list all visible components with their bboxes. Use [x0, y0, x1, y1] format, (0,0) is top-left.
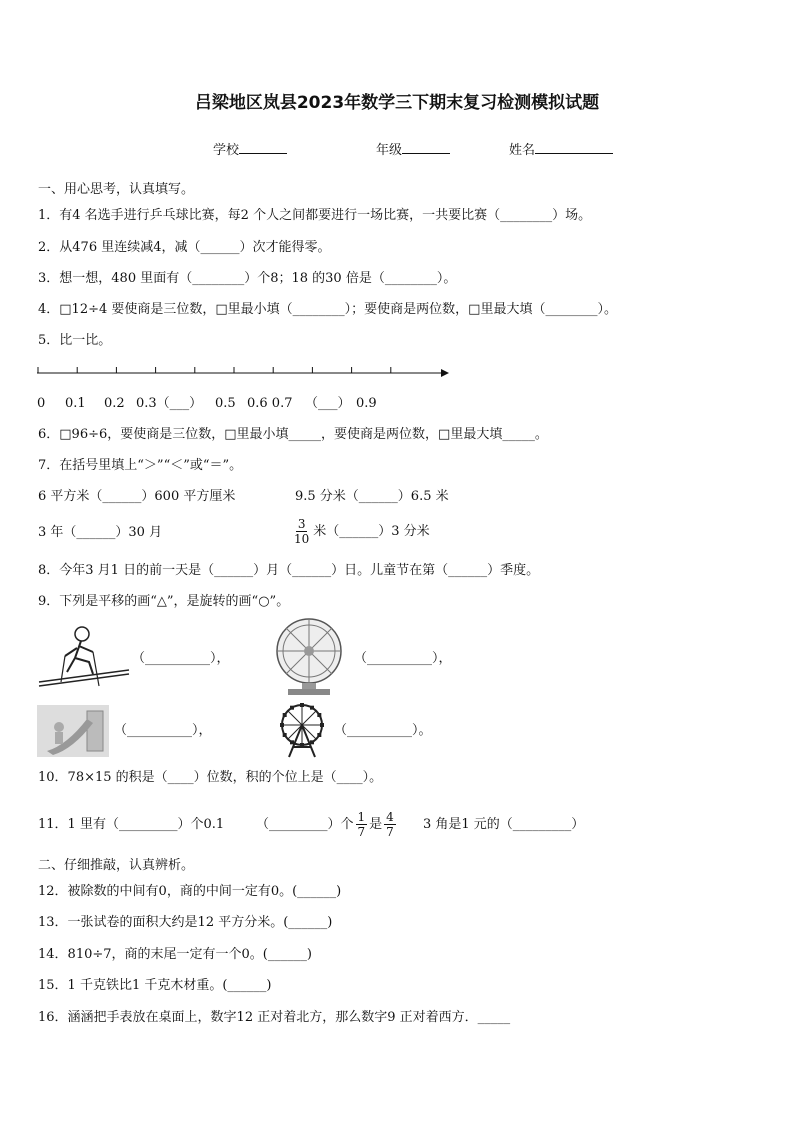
ferris-wheel-car — [300, 703, 304, 707]
school-label: 学校 — [213, 143, 240, 158]
name-field — [509, 141, 613, 160]
grade-blank[interactable] — [402, 141, 450, 154]
ferris-wheel-car — [280, 723, 284, 727]
section-heading-2: 二、仔细推敲，认真辨析。 — [38, 858, 195, 873]
question-14: 14．810÷7，商的末尾一定有一个0。(______) — [38, 947, 312, 962]
ferris-wheel-car — [320, 723, 324, 727]
ferris-wheel-car — [317, 713, 321, 717]
question-4: 4．□12÷4 要使商是三位数，□里最小填（________）；要使商是两位数，□里最大填（________）。 — [38, 302, 617, 317]
grade-label: 年级 — [376, 143, 403, 158]
question-9: 9．下列是平移的画“△”，是旋转的画“○”。 — [38, 594, 290, 609]
question-7b: 9.5 分米（______）6.5 米 — [295, 489, 449, 504]
fraction-4-7 — [384, 810, 396, 839]
ferris-wheel-car — [317, 733, 321, 737]
question-7d-text: 米（______）3 分米 — [313, 524, 430, 539]
q9-answer-1: （__________）， — [132, 651, 230, 666]
question-7d — [290, 513, 430, 551]
name-blank[interactable] — [535, 141, 613, 154]
numberline-label-6: （___） — [305, 396, 351, 411]
question-11b — [256, 806, 398, 844]
fraction-denominator: 10 — [294, 532, 310, 546]
skier-icon — [37, 620, 132, 690]
fan-icon — [272, 617, 347, 697]
numberline-label-3: 0.3（___） — [136, 396, 203, 411]
fraction-denominator: 7 — [386, 825, 394, 839]
school-blank[interactable] — [239, 141, 287, 154]
question-5: 5．比一比。 — [38, 333, 112, 348]
fraction-3-10 — [292, 517, 311, 546]
numberline-label-2: 0.2 — [104, 396, 125, 411]
numberline-label-4: 0.5 — [215, 396, 236, 411]
q9-answer-2: （__________）， — [354, 651, 452, 666]
question-6: 6．□96÷6，要使商是三位数，□里最小填_____，要使商是两位数，□里最大填_____。 — [38, 427, 548, 442]
question-10: 10．78×15 的积是（____）位数，积的个位上是（____）。 — [38, 770, 383, 785]
grade-field — [376, 141, 450, 160]
ferris-wheel-car — [283, 713, 287, 717]
fraction-denominator: 7 — [357, 825, 366, 839]
ferris-wheel-car — [310, 706, 314, 710]
numberline-label-7: 0.9 — [356, 396, 377, 411]
fraction-1-7 — [356, 810, 368, 839]
numberline-label-0: 0 — [37, 396, 46, 411]
question-16: 16．涵涵把手表放在桌面上，数字12 正对着北方，那么数字9 正对着西方．_____ — [38, 1010, 511, 1025]
numberline-label-1: 0.1 — [65, 396, 86, 411]
question-2: 2．从476 里连续减4，减（______）次才能得零。 — [38, 240, 331, 255]
ferris-wheel-car — [290, 706, 294, 710]
question-7: 7．在括号里填上“＞”“＜”或“＝”。 — [38, 458, 243, 473]
question-15: 15．1 千克铁比1 千克木材重。(______) — [38, 978, 272, 993]
page-title: 吕梁地区岚县2023年数学三下期末复习检测模拟试题 — [194, 93, 600, 113]
question-11b-text: （_________）个 — [256, 817, 354, 832]
question-12: 12．被除数的中间有0，商的中间一定有0。(______) — [38, 884, 342, 899]
question-7a: 6 平方米（______）600 平方厘米 — [38, 489, 236, 504]
numberline-label-5: 0.6 0.7 — [247, 396, 293, 411]
name-label: 姓名 — [509, 143, 536, 158]
question-13: 13．一张试卷的面积大约是12 平方分米。(______) — [38, 915, 333, 930]
question-11a: 11．1 里有（_________）个0.1 — [38, 817, 225, 832]
section-heading-1: 一、用心思考，认真填写。 — [38, 182, 195, 197]
ferris-wheel-car — [283, 733, 287, 737]
slide-icon — [37, 705, 109, 757]
q9-answer-3: （__________）， — [114, 723, 212, 738]
fraction-numerator: 3 — [297, 517, 306, 531]
question-7c: 3 年（______）30 月 — [38, 525, 163, 540]
ferris-wheel-icon — [275, 701, 330, 759]
question-11b-is: 是 — [369, 817, 383, 832]
school-field — [213, 141, 287, 160]
question-11c: 3 角是1 元的（_________） — [423, 817, 585, 832]
question-8: 8．今年3 月1 日的前一天是（______）月（______）日。儿童节在第（______）季度。 — [38, 563, 540, 578]
question-3: 3．想一想，480 里面有（________）个8；18 的30 倍是（________）。 — [38, 271, 457, 286]
q9-answer-4: （__________）。 — [334, 723, 432, 738]
fraction-numerator: 1 — [357, 810, 366, 824]
question-1: 1．有4 名选手进行乒乓球比赛，每2 个人之间都要进行一场比赛，一共要比赛（________）场。 — [38, 208, 592, 223]
fraction-numerator: 4 — [386, 810, 394, 824]
number-line — [37, 366, 457, 380]
